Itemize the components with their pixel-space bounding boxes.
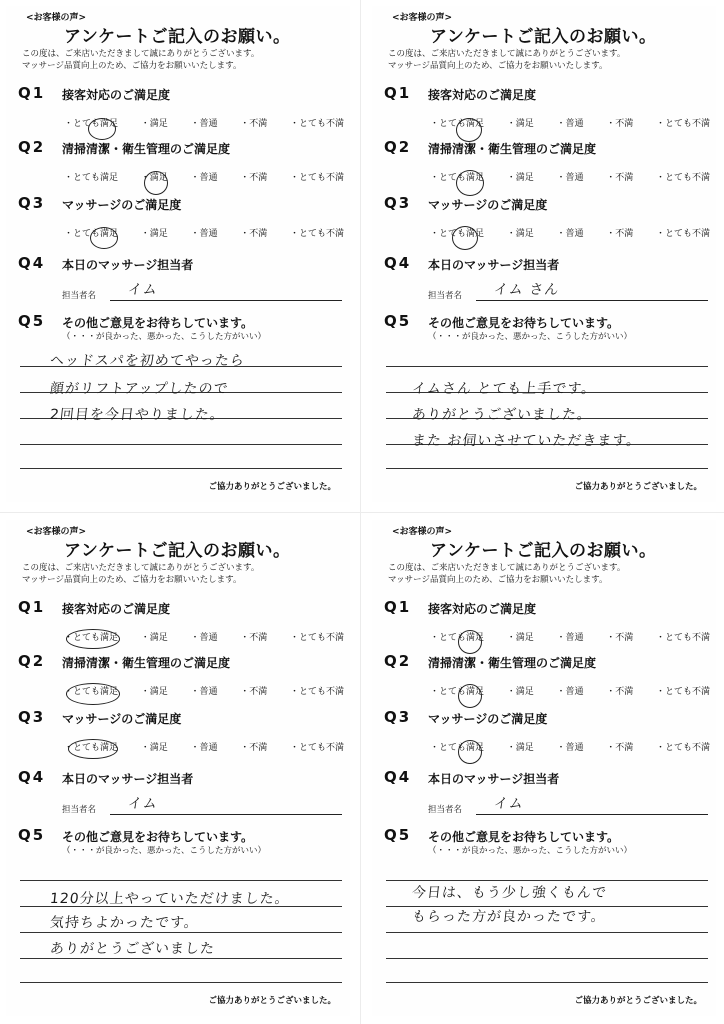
rating-option[interactable]: ・満足 bbox=[506, 229, 534, 239]
intro-line: マッサージ品質向上のため、ご協力をお願いいたします。 bbox=[388, 575, 608, 585]
rating-option[interactable]: ・普通 bbox=[190, 173, 218, 183]
question-number: Q1 bbox=[18, 598, 46, 616]
rating-option[interactable]: ・とても不満 bbox=[289, 633, 344, 643]
rating-option[interactable]: ・普通 bbox=[556, 173, 584, 183]
rating-option[interactable]: ・とても満足 bbox=[64, 687, 119, 697]
handwritten-comment[interactable]: 120分以上やっていただけました。 bbox=[49, 891, 291, 907]
survey-card bbox=[372, 520, 716, 1016]
rating-option[interactable]: ・とても不満 bbox=[289, 743, 344, 753]
question-text: その他ご意見をお待ちしています。 bbox=[62, 830, 254, 844]
question-number: Q5 bbox=[384, 826, 412, 844]
thanks-text: ご協力ありがとうございました。 bbox=[574, 482, 702, 492]
staff-line bbox=[476, 814, 708, 815]
comment-rule-line bbox=[20, 982, 342, 983]
rating-option[interactable]: ・とても満足 bbox=[430, 633, 485, 643]
rating-option[interactable]: ・満足 bbox=[140, 173, 168, 183]
question-number: Q3 bbox=[384, 708, 412, 726]
rating-option[interactable]: ・とても不満 bbox=[655, 633, 710, 643]
rating-option[interactable]: ・不満 bbox=[240, 119, 268, 129]
rating-option[interactable]: ・とても不満 bbox=[655, 173, 710, 183]
rating-option[interactable]: ・満足 bbox=[506, 633, 534, 643]
question-number: Q2 bbox=[384, 138, 412, 156]
rating-option[interactable]: ・普通 bbox=[190, 743, 218, 753]
question-text: 本日のマッサージ担当者 bbox=[428, 258, 560, 272]
thanks-text: ご協力ありがとうございました。 bbox=[208, 996, 336, 1006]
handwritten-comment[interactable]: もらった方が良かったです。 bbox=[411, 909, 607, 925]
rating-option[interactable]: ・満足 bbox=[506, 173, 534, 183]
comment-rule-line bbox=[386, 958, 708, 959]
question-subtext: （・・・が良かった、悪かった、こうした方がいい） bbox=[62, 332, 267, 342]
question-text: 清掃清潔・衛生管理のご満足度 bbox=[428, 656, 597, 670]
comment-rule-line bbox=[386, 468, 708, 469]
rating-option[interactable]: ・満足 bbox=[140, 633, 168, 643]
question-text: マッサージのご満足度 bbox=[62, 198, 182, 212]
rating-option[interactable]: ・普通 bbox=[556, 633, 584, 643]
rating-option[interactable]: ・とても不満 bbox=[289, 229, 344, 239]
rating-option[interactable]: ・とても不満 bbox=[655, 687, 710, 697]
question-text: 本日のマッサージ担当者 bbox=[62, 258, 194, 272]
rating-option[interactable]: ・普通 bbox=[190, 119, 218, 129]
question-text: その他ご意見をお待ちしています。 bbox=[428, 316, 620, 330]
form-tag: <お客様の声> bbox=[392, 527, 453, 537]
question-subtext: （・・・が良かった、悪かった、こうした方がいい） bbox=[62, 846, 267, 856]
question-subtext: （・・・が良かった、悪かった、こうした方がいい） bbox=[428, 332, 633, 342]
selection-circle-mark bbox=[144, 171, 168, 195]
selection-circle-mark bbox=[90, 227, 118, 249]
rating-option[interactable]: ・不満 bbox=[606, 119, 634, 129]
staff-line bbox=[110, 814, 342, 815]
comment-rule-line bbox=[386, 932, 708, 933]
question-text: 清掃清潔・衛生管理のご満足度 bbox=[62, 656, 231, 670]
question-text: マッサージのご満足度 bbox=[428, 712, 548, 726]
form-tag: <お客様の声> bbox=[26, 527, 87, 537]
rating-option[interactable]: ・満足 bbox=[140, 743, 168, 753]
handwritten-comment[interactable]: 今日は、もう少し強くもんで bbox=[411, 885, 608, 901]
question-subtext: （・・・が良かった、悪かった、こうした方がいい） bbox=[428, 846, 633, 856]
intro-line: マッサージ品質向上のため、ご協力をお願いいたします。 bbox=[22, 61, 242, 71]
handwritten-comment[interactable]: ありがとうございました bbox=[49, 941, 216, 957]
comment-rule-line bbox=[20, 468, 342, 469]
staff-name-handwritten[interactable]: イム さん bbox=[492, 282, 561, 298]
comment-rule-line bbox=[20, 958, 342, 959]
rating-option[interactable]: ・とても不満 bbox=[655, 743, 710, 753]
survey-card bbox=[372, 6, 716, 502]
handwritten-comment[interactable]: 2回目を今日やりました。 bbox=[49, 407, 226, 423]
comment-rule-line bbox=[386, 982, 708, 983]
rating-option[interactable]: ・不満 bbox=[240, 633, 268, 643]
form-title: アンケートご記入のお願い。 bbox=[64, 27, 291, 47]
form-intro bbox=[22, 562, 259, 586]
selection-circle-mark bbox=[66, 683, 120, 705]
selection-circle-mark bbox=[456, 118, 482, 142]
rating-option[interactable]: ・普通 bbox=[556, 229, 584, 239]
question-number: Q2 bbox=[18, 138, 46, 156]
form-title: アンケートご記入のお願い。 bbox=[430, 27, 657, 47]
horizontal-divider bbox=[0, 512, 724, 513]
question-text: その他ご意見をお待ちしています。 bbox=[62, 316, 254, 330]
rating-option[interactable]: ・とても満足 bbox=[430, 743, 485, 753]
staff-label: 担当者名 bbox=[62, 291, 97, 301]
question-number: Q4 bbox=[18, 254, 46, 272]
rating-option[interactable]: ・とても不満 bbox=[289, 173, 344, 183]
question-number: Q3 bbox=[18, 708, 46, 726]
rating-option[interactable]: ・不満 bbox=[606, 229, 634, 239]
question-number: Q4 bbox=[384, 768, 412, 786]
form-intro bbox=[22, 48, 259, 72]
question-number: Q5 bbox=[18, 312, 46, 330]
intro-line: この度は、ご来店いただきまして誠にありがとうございます。 bbox=[22, 49, 260, 59]
rating-option[interactable]: ・不満 bbox=[606, 173, 634, 183]
comment-rule-line bbox=[20, 880, 342, 881]
question-number: Q2 bbox=[384, 652, 412, 670]
survey-card bbox=[6, 520, 350, 1016]
rating-option[interactable]: ・とても満足 bbox=[64, 119, 119, 129]
intro-line: マッサージ品質向上のため、ご協力をお願いいたします。 bbox=[22, 575, 242, 585]
rating-option[interactable]: ・普通 bbox=[556, 743, 584, 753]
form-title: アンケートご記入のお願い。 bbox=[64, 541, 291, 561]
question-text: 接客対応のご満足度 bbox=[428, 88, 537, 102]
rating-option[interactable]: ・とても満足 bbox=[64, 229, 119, 239]
rating-option[interactable]: ・とても不満 bbox=[289, 119, 344, 129]
rating-option[interactable]: ・普通 bbox=[190, 687, 218, 697]
thanks-text: ご協力ありがとうございました。 bbox=[574, 996, 702, 1006]
rating-option[interactable]: ・普通 bbox=[556, 119, 584, 129]
staff-name-handwritten[interactable]: イム bbox=[126, 796, 159, 812]
question-number: Q1 bbox=[384, 84, 412, 102]
thanks-text: ご協力ありがとうございました。 bbox=[208, 482, 336, 492]
form-intro bbox=[388, 48, 625, 72]
question-text: 清掃清潔・衛生管理のご満足度 bbox=[428, 142, 597, 156]
question-text: 本日のマッサージ担当者 bbox=[428, 772, 560, 786]
rating-option[interactable]: ・不満 bbox=[240, 743, 268, 753]
handwritten-comment[interactable]: また お伺いさせていただきます。 bbox=[411, 433, 643, 449]
question-text: 接客対応のご満足度 bbox=[62, 88, 171, 102]
question-number: Q2 bbox=[18, 652, 46, 670]
rating-option[interactable]: ・不満 bbox=[240, 687, 268, 697]
staff-line bbox=[110, 300, 342, 301]
question-number: Q1 bbox=[18, 84, 46, 102]
handwritten-comment[interactable]: 気持ちよかったです。 bbox=[49, 915, 200, 931]
rating-option[interactable]: ・満足 bbox=[506, 743, 534, 753]
rating-option[interactable]: ・とても満足 bbox=[64, 743, 119, 753]
question-text: 接客対応のご満足度 bbox=[428, 602, 537, 616]
selection-circle-mark bbox=[458, 684, 482, 708]
selection-circle-mark bbox=[88, 118, 116, 140]
handwritten-comment[interactable]: 顔がリフトアップしたので bbox=[49, 381, 230, 397]
selection-circle-mark bbox=[456, 170, 484, 196]
rating-option[interactable]: ・とても不満 bbox=[655, 119, 710, 129]
question-number: Q1 bbox=[384, 598, 412, 616]
rating-option[interactable]: ・不満 bbox=[240, 173, 268, 183]
rating-option[interactable]: ・不満 bbox=[606, 743, 634, 753]
question-text: その他ご意見をお待ちしています。 bbox=[428, 830, 620, 844]
staff-label: 担当者名 bbox=[428, 805, 463, 815]
rating-option[interactable]: ・不満 bbox=[240, 229, 268, 239]
comment-rule-line bbox=[386, 880, 708, 881]
intro-line: マッサージ品質向上のため、ご協力をお願いいたします。 bbox=[388, 61, 608, 71]
comment-rule-line bbox=[386, 366, 708, 367]
handwritten-comment[interactable]: ヘッドスパを初めてやったら bbox=[49, 353, 246, 369]
staff-line bbox=[476, 300, 708, 301]
selection-circle-mark bbox=[66, 629, 120, 649]
survey-card bbox=[6, 6, 350, 502]
question-text: 接客対応のご満足度 bbox=[62, 602, 171, 616]
selection-circle-mark bbox=[458, 740, 482, 764]
intro-line: この度は、ご来店いただきまして誠にありがとうございます。 bbox=[22, 563, 260, 573]
question-number: Q5 bbox=[384, 312, 412, 330]
handwritten-comment[interactable]: ありがとうございました。 bbox=[411, 407, 593, 423]
comment-rule-line bbox=[20, 932, 342, 933]
intro-line: この度は、ご来店いただきまして誠にありがとうございます。 bbox=[388, 49, 626, 59]
form-tag: <お客様の声> bbox=[392, 13, 453, 23]
rating-option[interactable]: ・とても不満 bbox=[655, 229, 710, 239]
form-tag: <お客様の声> bbox=[26, 13, 87, 23]
rating-option[interactable]: ・普通 bbox=[190, 633, 218, 643]
question-text: 清掃清潔・衛生管理のご満足度 bbox=[62, 142, 231, 156]
form-title: アンケートご記入のお願い。 bbox=[430, 541, 657, 561]
rating-scale bbox=[64, 170, 344, 183]
question-number: Q4 bbox=[18, 768, 46, 786]
rating-option[interactable]: ・とても満足 bbox=[430, 173, 485, 183]
rating-option[interactable]: ・普通 bbox=[556, 687, 584, 697]
staff-label: 担当者名 bbox=[428, 291, 463, 301]
question-number: Q3 bbox=[18, 194, 46, 212]
rating-option[interactable]: ・満足 bbox=[506, 687, 534, 697]
rating-option[interactable]: ・とても満足 bbox=[430, 687, 485, 697]
rating-option[interactable]: ・とても満足 bbox=[64, 633, 119, 643]
intro-line: この度は、ご来店いただきまして誠にありがとうございます。 bbox=[388, 563, 626, 573]
rating-option[interactable]: ・満足 bbox=[140, 687, 168, 697]
rating-option[interactable]: ・満足 bbox=[506, 119, 534, 129]
comment-rule-line bbox=[20, 444, 342, 445]
staff-name-handwritten[interactable]: イム bbox=[492, 796, 525, 812]
rating-option[interactable]: ・不満 bbox=[606, 633, 634, 643]
rating-option[interactable]: ・とても満足 bbox=[64, 173, 119, 183]
question-number: Q4 bbox=[384, 254, 412, 272]
form-intro bbox=[388, 562, 625, 586]
selection-circle-mark bbox=[452, 226, 478, 250]
staff-name-handwritten[interactable]: イム bbox=[126, 282, 159, 298]
rating-option[interactable]: ・満足 bbox=[140, 119, 168, 129]
question-number: Q3 bbox=[384, 194, 412, 212]
question-text: 本日のマッサージ担当者 bbox=[62, 772, 194, 786]
question-text: マッサージのご満足度 bbox=[62, 712, 182, 726]
question-text: マッサージのご満足度 bbox=[428, 198, 548, 212]
staff-label: 担当者名 bbox=[62, 805, 97, 815]
rating-option[interactable]: ・普通 bbox=[190, 229, 218, 239]
selection-circle-mark bbox=[458, 630, 482, 654]
handwritten-comment[interactable]: イムさん とても上手です。 bbox=[411, 381, 598, 397]
rating-option[interactable]: ・とても満足 bbox=[430, 229, 485, 239]
selection-circle-mark bbox=[68, 739, 118, 759]
rating-option[interactable]: ・とても満足 bbox=[430, 119, 485, 129]
rating-option[interactable]: ・不満 bbox=[606, 687, 634, 697]
rating-option[interactable]: ・満足 bbox=[140, 229, 168, 239]
rating-option[interactable]: ・とても不満 bbox=[289, 687, 344, 697]
question-number: Q5 bbox=[18, 826, 46, 844]
